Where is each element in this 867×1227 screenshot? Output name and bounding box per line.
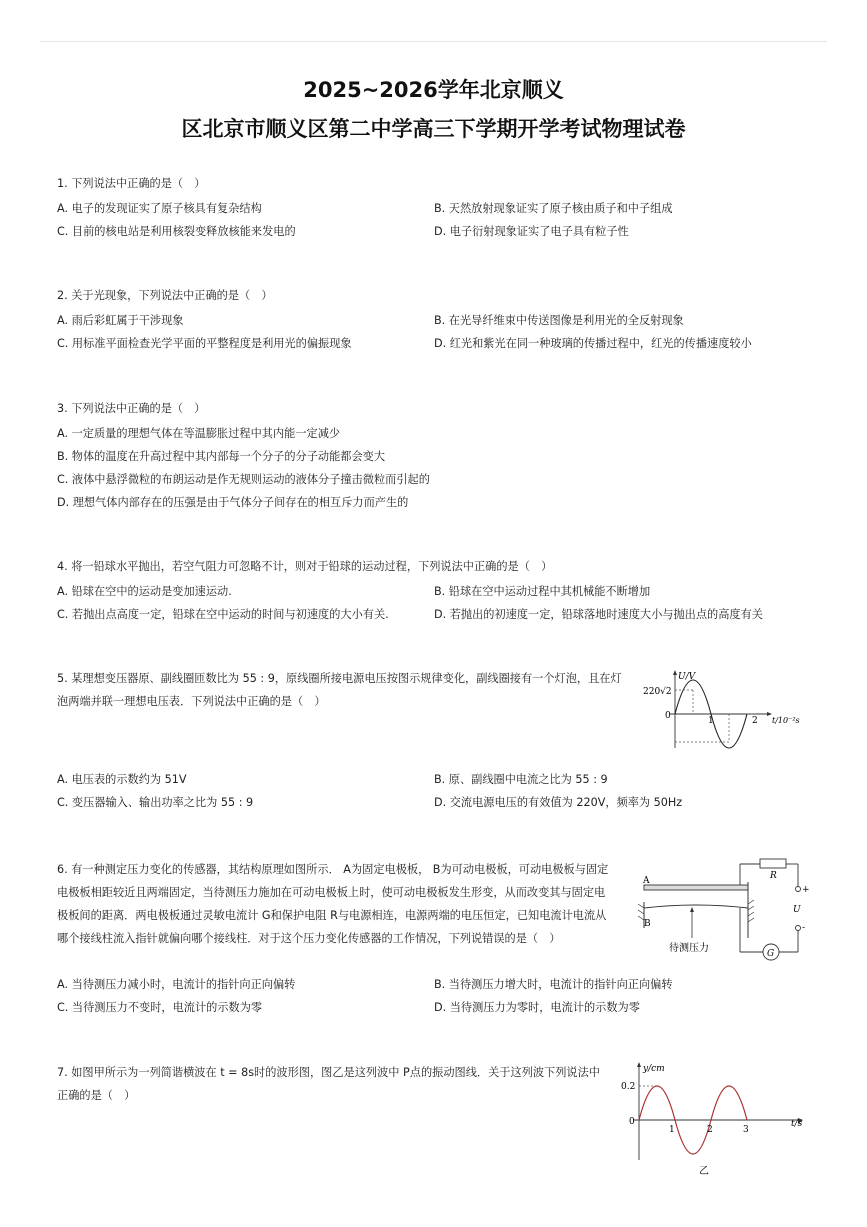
option-b: B. 原、副线圈中电流之比为 55 : 9 <box>434 773 608 786</box>
option-a: A. 当待测压力减小时，电流计的指针向正向偏转 <box>57 978 296 991</box>
question-stem-line2: 泡两端并联一理想电压表．下列说法中正确的是（ ） <box>57 695 326 708</box>
voltage-time-graph <box>638 668 803 754</box>
origin-label: 0 <box>629 1117 635 1127</box>
option-d: D. 当待测压力为零时，电流计的示数为零 <box>434 1001 640 1014</box>
option-b: B. 在光导纤维束中传送图像是利用光的全反射现象 <box>434 314 684 327</box>
option-b: B. 铅球在空中运动过程中其机械能不断增加 <box>434 585 651 598</box>
plate-b-label: B <box>644 919 651 929</box>
option-d: D. 红光和紫光在同一种玻璃的传播过程中，红光的传播速度较小 <box>434 337 752 350</box>
option-b: B. 当待测压力增大时，电流计的指针向正向偏转 <box>434 978 673 991</box>
tick-label-2: 2 <box>752 716 758 726</box>
option-a: A. 电压表的示数约为 51V <box>57 773 187 786</box>
resistor-label: R <box>770 871 777 881</box>
vibration-graph <box>615 1058 810 1182</box>
question-stem: 4. 将一铅球水平抛出，若空气阻力可忽略不计，则对于铅球的运动过程，下列说法中正确的是（ ） <box>57 560 553 573</box>
tick-label-2: 2 <box>707 1125 713 1135</box>
minus-terminal-label: - <box>802 923 806 933</box>
amplitude-label: 0.2 <box>621 1082 636 1092</box>
plate-a-label: A <box>643 876 650 886</box>
tick-label-1: 1 <box>669 1125 675 1135</box>
option-c: C. 变压器输入、输出功率之比为 55 : 9 <box>57 796 254 809</box>
option-b: B. 物体的温度在升高过程中其内部每一个分子的分子动能都会变大 <box>57 450 386 463</box>
y-axis-label: U/V <box>678 672 696 682</box>
y-axis-label: y/cm <box>643 1064 665 1074</box>
question-stem: 2. 关于光现象，下列说法中正确的是（ ） <box>57 289 273 302</box>
option-c: C. 若抛出点高度一定，铅球在空中运动的时间与初速度的大小有关. <box>57 608 389 621</box>
galvanometer-label: G <box>767 949 775 959</box>
header-divider <box>40 41 827 42</box>
option-d: D. 电子衍射现象证实了电子具有粒子性 <box>434 225 629 238</box>
tick-label-1: 1 <box>708 716 714 726</box>
question-stem-line4: 哪个接线柱流入指针就偏向哪个接线柱．对于这个压力变化传感器的工作情况，下列说错误的是（ ） <box>57 932 561 945</box>
option-c: C. 用标准平面检查光学平面的平整程度是利用光的偏振现象 <box>57 337 352 350</box>
option-d: D. 交流电源电压的有效值为 220V，频率为 50Hz <box>434 796 683 809</box>
question-stem-line1: 6. 有一种测定压力变化的传感器，其结构原理如图所示． A为固定电极板， B为可动电极板，可动电极板与固定 <box>57 863 609 876</box>
option-d: D. 理想气体内部存在的压强是由于气体分子间存在的相互斥力而产生的 <box>57 496 409 509</box>
voltage-label: U <box>793 905 801 915</box>
question-stem: 3. 下列说法中正确的是（ ） <box>57 402 206 415</box>
option-a: A. 电子的发现证实了原子核具有复杂结构 <box>57 202 262 215</box>
option-b: B. 天然放射现象证实了原子核由质子和中子组成 <box>434 202 673 215</box>
question-stem: 1. 下列说法中正确的是（ ） <box>57 177 206 190</box>
page-title-line1: 2025~2026学年北京顺义 <box>303 78 564 102</box>
option-c: C. 目前的核电站是利用核裂变释放核能来发电的 <box>57 225 296 238</box>
question-stem-line1: 7. 如图甲所示为一列简谐横波在 t = 8s时的波形图，图乙是这列波中 P点的振动图线．关于这列波下列说法中 <box>57 1066 600 1079</box>
question-stem-line2: 电极板相距较近且两端固定，当待测压力施加在可动电极板上时，使可动电极板发生形变，从而改变其与固定电 <box>57 886 606 899</box>
figure-caption: 乙 <box>699 1166 709 1177</box>
option-d: D. 若抛出的初速度一定，铅球落地时速度大小与抛出点的高度有关 <box>434 608 763 621</box>
origin-label: 0 <box>665 711 671 721</box>
option-c: C. 液体中悬浮微粒的布朗运动是作无规则运动的液体分子撞击微粒而引起的 <box>57 473 430 486</box>
page-title-line2: 区北京市顺义区第二中学高三下学期开学考试物理试卷 <box>181 117 686 141</box>
question-stem-line3: 极板间的距离．两电极板通过灵敏电流计 G和保护电阻 R与电源相连，电源两端的电压恒定，已知电流计电流从 <box>57 909 607 922</box>
option-a: A. 雨后彩虹属于干涉现象 <box>57 314 184 327</box>
question-stem-line1: 5. 某理想变压器原、副线圈匝数比为 55 : 9，原线圈所接电源电压按图示规律变化，副线圈接有一个灯泡，且在灯 <box>57 672 622 685</box>
tick-label-3: 3 <box>743 1125 749 1135</box>
question-stem-line2: 正确的是（ ） <box>57 1089 136 1102</box>
peak-label: 220√2 <box>643 687 672 697</box>
x-axis-label: t/10⁻²s <box>772 716 800 725</box>
option-c: C. 当待测压力不变时，电流计的示数为零 <box>57 1001 263 1014</box>
pressure-label: 待测压力 <box>669 943 709 954</box>
plus-terminal-label: + <box>802 885 810 895</box>
option-a: A. 铅球在空中的运动是变加速运动. <box>57 585 232 598</box>
pressure-sensor-circuit <box>636 852 816 968</box>
option-a: A. 一定质量的理想气体在等温膨胀过程中其内能一定减少 <box>57 427 341 440</box>
x-axis-label: t/s <box>791 1119 803 1129</box>
